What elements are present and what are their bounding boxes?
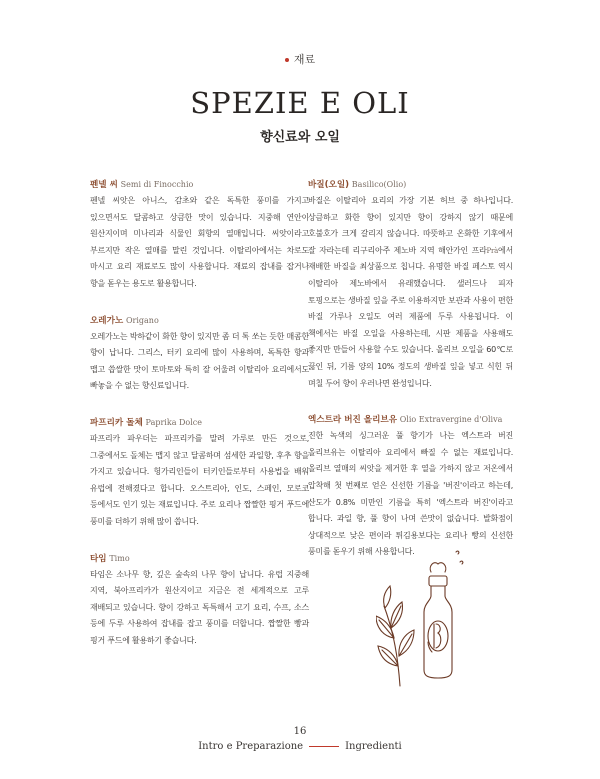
page-number: 16 [293, 726, 307, 737]
entry-name-it: Basilico(Olio) [351, 180, 407, 189]
entry-body: 진한 녹색의 싱그러운 풀 향기가 나는 엑스트라 버진 올리브유는 이탈리아 요리에서 빠질 수 없는 재료입니다. 올리브 열매의 씨앗을 제거한 후 열을 가하지 않고 저온에서 압착해 첫 번째로 얻은 신선한 기름을 '버진'이라고 하는데, 산도가 0.8% 미만인 기름을 특히 '엑스트라 버진'이라고 합니다. 과일 향, 풀 향이 나며 쓴맛이 없습니다. 발화점이 상대적으로 낮은 편이라 튀김용보다는 요리나 빵의 신선한 풍미를 돋우기 위해 사용합니다. [308, 431, 513, 557]
entry-body: 펜넬 씨앗은 아니스, 감초와 같은 독특한 풍미를 가지고 있으면서도 달콤하고 상큼한 맛이 있습니다. 지중해 연안이 원산지이며 미나리과 식물인 회향의 열매입니다. 씨앗이라고 부르지만 작은 열매를 말린 것입니다. 이탈리아에서는 차로도 마시고 요리 재료로도 많이 사용합니다. 재료의 잡내를 잡거나 향을 돋우는 용도로 활용합니다. [90, 196, 309, 288]
entry-heading [90, 415, 309, 431]
entry-name-it: Semi di Finocchio [120, 180, 194, 189]
entry-name-ko: 펜넬 씨 [90, 180, 118, 190]
entry-thyme [90, 551, 309, 650]
section-tag [0, 51, 600, 67]
page-footer [0, 741, 600, 752]
herb-and-oil-illustration [376, 538, 466, 692]
place-name-annotation: Prà [486, 246, 499, 255]
entry-heading [90, 177, 309, 193]
right-column [308, 177, 513, 581]
entry-name-ko: 오레가노 [90, 315, 124, 326]
entry-body [308, 193, 513, 392]
entry-name-ko: 타임 [90, 553, 107, 564]
entry-heading [90, 313, 309, 329]
entry-name-it: Origano [125, 315, 159, 325]
entry-basil-oil [308, 177, 513, 392]
entry-body: 오레가노는 박하같이 화한 향이 있지만 좀 더 톡 쏘는 듯한 매콤한 향이 납니다. 그리스, 터키 요리에 많이 사용하며, 독특한 향과 맵고 씁쌀한 맛이 토마토와 특히 잘 어울려 이탈리아 요리에서도 빠놓을 수 없는 향신료입니다. [90, 331, 309, 391]
entry-name-ko: 바질(오일) [308, 180, 350, 190]
entry-body: 파프리카 파우더는 파프리카를 말려 가루로 만든 것으로, 그중에서도 돌체는 맵지 않고 달콤하며 섬세한 과일향, 후추 향을 가지고 있습니다. 헝가리인들이 터키인들로부터 사용법을 배워 유럽에 전해졌다고 합니다. 오스트리아, 인도, 스페인, 모로코 등에서도 인기 있는 재료입니다. 주로 요리나 짭짤한 핑거 푸드에 풍미를 더하기 위해 많이 씁니다. [90, 433, 309, 526]
entry-name-ko: 엑스트라 버진 올리브유 [308, 415, 397, 426]
entry-body-part: 에서 재배한 바질을 최상품으로 칩니다. 유명한 바질 페스토 역시 이탈리아 제노바에서 유래했습니다. 샐러드나 피자 토핑으로는 생바질 잎을 주로 이용하지만 보관과 사용이 편한 바질 가루나 오일도 여러 제품에 두루 사용됩니다. 이 책에서는 바질 오일을 사용하는데, 시판 제품을 사용해도 좋지만 만들어 사용할 수도 있습니다. 올리브 오일을 60℃로 끓인 뒤, 기름 양의 10% 정도의 생바질 잎을 넣고 식힌 뒤 며칠 두어 향이 우러나면 완성입니다. [308, 245, 513, 388]
entry-heading [308, 177, 513, 193]
entry-heading [308, 412, 513, 428]
entry-paprika-dolce [90, 415, 309, 531]
entry-body-part: 바질은 이탈리아 요리의 가장 기본 허브 중 하나입니다. 상큼하고 화한 향이 있지만 향이 강하지 않기 때문에 호불호가 크게 갈리지 않습니다. 따뜻하고 온화한 기후에서 잘 자라는데 리구리아주 제노바 지역 해안가인 프라 [308, 196, 513, 255]
page-title: SPEZIE E OLI [190, 86, 410, 120]
entry-name-it: Paprika Dolce [145, 417, 203, 427]
section-label: 재료 [293, 53, 316, 66]
entry-fennel-seeds [90, 177, 309, 293]
entry-heading [90, 551, 309, 567]
bullet-dot-icon [285, 58, 289, 62]
herb-sprig-and-oil-bottle-icon [376, 538, 466, 688]
footer-chapter-right: Ingredienti [345, 741, 402, 752]
page-subtitle: 향신료와 오일 [260, 130, 340, 145]
entry-body: 타임은 소나무 향, 깊은 숲속의 나무 향이 납니다. 유럽 지중해 지역, 북아프리카가 원산지이고 지금은 전 세계적으로 고루 재배되고 있습니다. 향이 강하고 독특해서 고기 요리, 수프, 소스 등에 두루 사용하여 잡내를 잡고 풍미를 더합니다. 짭짤한 빵과 핑거 푸드에 활용하기 좋습니다. [90, 569, 309, 645]
entry-oregano [90, 313, 309, 395]
entry-name-it: Olio Extravergine d'Oliva [399, 415, 503, 425]
entry-name-it: Timo [109, 553, 130, 563]
left-column [90, 177, 309, 669]
footer-chapter-left: Intro e Preparazione [198, 741, 304, 752]
entry-name-ko: 파프리카 돌체 [90, 417, 143, 428]
footer-divider [309, 746, 339, 747]
